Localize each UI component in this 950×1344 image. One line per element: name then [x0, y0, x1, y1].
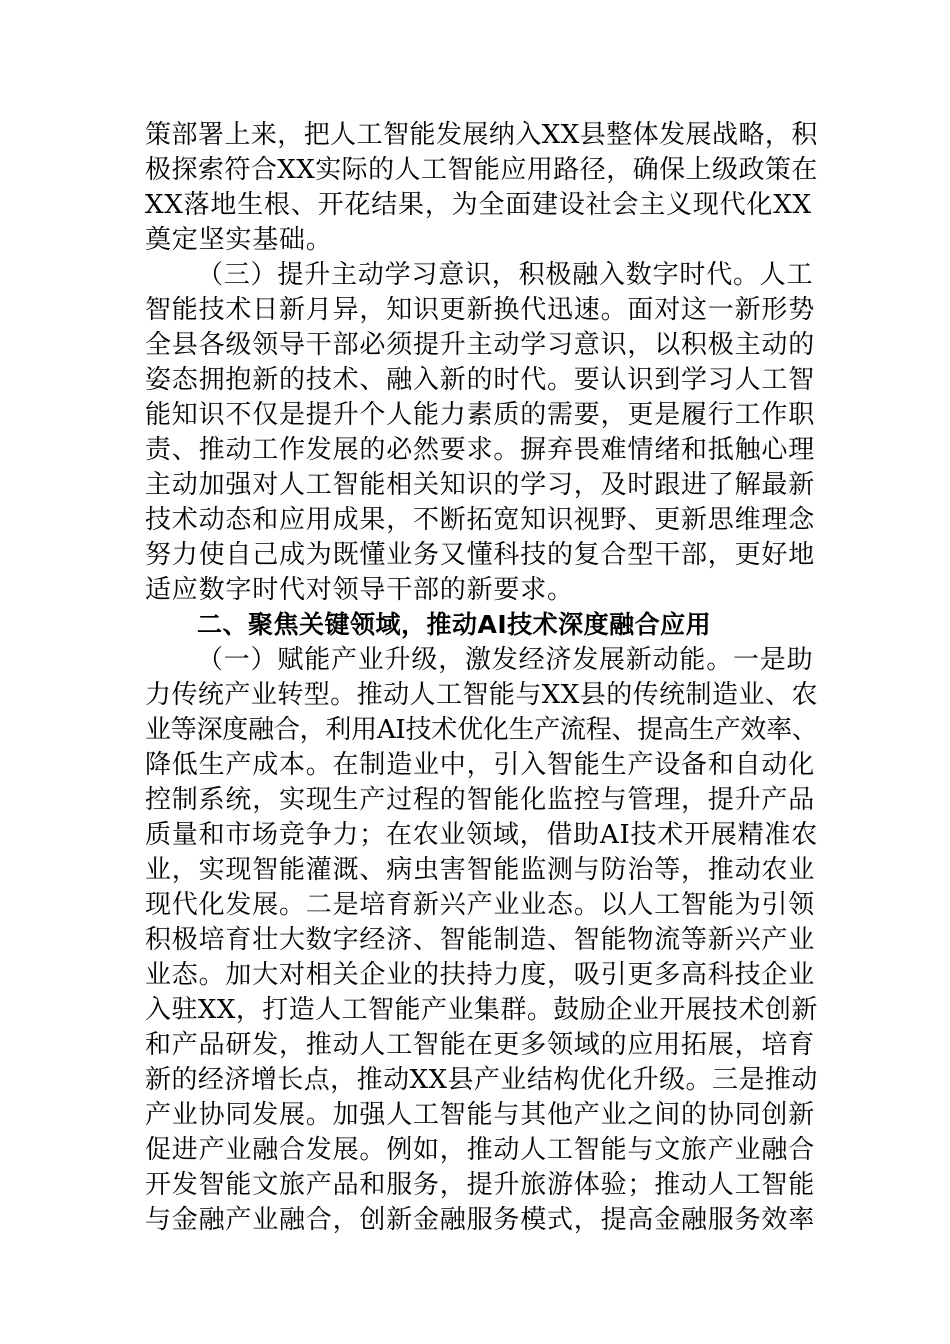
- text-line: 极探索符合XX实际的人工智能应用路径，确保上级政策在: [145, 155, 818, 185]
- text-line: 新的经济增长点，推动XX县产业结构优化升级。三是推动: [145, 1065, 818, 1095]
- text-line: 积极培育壮大数字经济、智能制造、智能物流等新兴产业: [145, 925, 816, 955]
- text-line: 业，实现智能灌溉、病虫害智能监测与防治等，推动农业: [145, 855, 816, 885]
- text-line: 力传统产业转型。推动人工智能与XX县的传统制造业、农: [145, 680, 818, 710]
- subsection-heading: （三）提升主动学习意识，积极融入数字时代。人工: [197, 260, 814, 290]
- text-line: 奠定坚实基础。: [145, 225, 333, 255]
- section-heading: 二、聚焦关键领域，推动AI技术深度融合应用: [197, 610, 712, 639]
- text-line: 努力使自己成为既懂业务又懂科技的复合型干部，更好地: [145, 540, 816, 570]
- text-line: 适应数字时代对领导干部的新要求。: [145, 575, 574, 605]
- text-line: 技术动态和应用成果，不断拓宽知识视野、更新思维理念: [145, 505, 816, 535]
- text-line: 与金融产业融合，创新金融服务模式，提高金融服务效率: [145, 1205, 816, 1235]
- text-line: 智能技术日新月异，知识更新换代迅速。面对这一新形势: [145, 295, 816, 325]
- text-line: 产业协同发展。加强人工智能与其他产业之间的协同创新: [145, 1100, 816, 1130]
- text-line: 和产品研发，推动人工智能在更多领域的应用拓展，培育: [145, 1030, 816, 1060]
- text-line: 开发智能文旅产品和服务，提升旅游体验；推动人工智能: [145, 1170, 816, 1200]
- text-line: 全县各级领导干部必须提升主动学习意识，以积极主动的: [145, 330, 816, 360]
- subsection-heading: （一）赋能产业升级，激发经济发展新动能。一是助: [197, 645, 814, 675]
- text-line: 质量和市场竞争力；在农业领域，借助AI技术开展精准农: [145, 820, 818, 850]
- text-line: XX落地生根、开花结果，为全面建设社会主义现代化XX: [145, 190, 812, 220]
- text-line: 策部署上来，把人工智能发展纳入XX县整体发展战略，积: [145, 120, 818, 150]
- text-line: 入驻XX，打造人工智能产业集群。鼓励企业开展技术创新: [145, 995, 818, 1025]
- text-line: 能知识不仅是提升个人能力素质的需要，更是履行工作职: [145, 400, 816, 430]
- text-line: 主动加强对人工智能相关知识的学习，及时跟进了解最新: [145, 470, 816, 500]
- text-line: 业态。加大对相关企业的扶持力度，吸引更多高科技企业: [145, 960, 816, 990]
- text-line: 姿态拥抱新的技术、融入新的时代。要认识到学习人工智: [145, 365, 816, 395]
- text-line: 控制系统，实现生产过程的智能化监控与管理，提升产品: [145, 785, 816, 815]
- text-line: 促进产业融合发展。例如，推动人工智能与文旅产业融合: [145, 1135, 816, 1165]
- text-line: 业等深度融合，利用AI技术优化生产流程、提高生产效率、: [145, 715, 818, 745]
- text-line: 降低生产成本。在制造业中，引入智能生产设备和自动化: [145, 750, 816, 780]
- text-line: 现代化发展。二是培育新兴产业业态。以人工智能为引领: [145, 890, 816, 920]
- text-line: 责、推动工作发展的必然要求。摒弃畏难情绪和抵触心理: [145, 435, 816, 465]
